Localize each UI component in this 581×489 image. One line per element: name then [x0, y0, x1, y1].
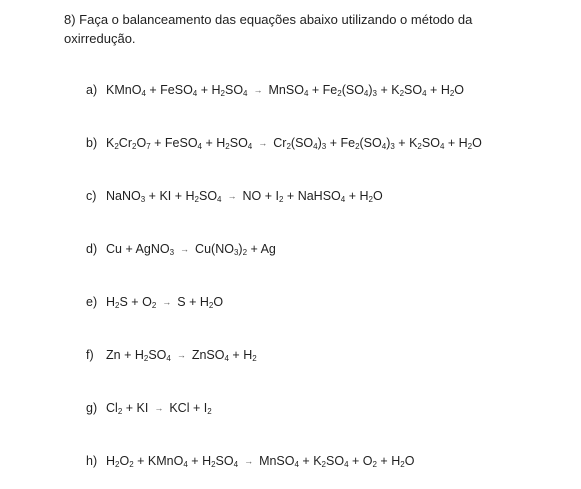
chemical-formula-reactant: Zn — [106, 348, 121, 362]
chemical-formula-reactant: $H_2O_2$ — [106, 454, 134, 469]
chemical-formula-product: KCl — [169, 401, 190, 415]
chemical-formula-product: $Cr_2(SO_4)_3$ — [273, 136, 327, 151]
chemical-formula-product: $I_2$ — [203, 401, 212, 416]
chemical-formula-product: $K_2SO_4$ — [391, 83, 427, 98]
chemical-formula-product: $Fe_2(SO_4)_3$ — [322, 83, 377, 98]
chemical-formula-product: $Fe_2(SO_4)_3$ — [340, 136, 395, 151]
equation-label: b) — [86, 136, 98, 150]
chemical-formula-product: Ag — [260, 242, 276, 256]
chemical-formula-product: $H_2$ — [243, 348, 257, 363]
equation-item — [86, 399, 212, 417]
reaction-arrow-icon: → — [227, 191, 237, 201]
chemical-equation: KMnO$_4$ + FeSO$_4$ + $H_2SO_4$ → MnSO$_4$ + $Fe_2(SO_4)_3 + K_2SO_4 + H_2O$ — [106, 83, 465, 98]
chemical-formula-reactant: KMnO$_4$ — [106, 83, 146, 98]
equation-label: c) — [86, 189, 97, 203]
equation-label: a) — [86, 83, 98, 97]
equation-label: h) — [86, 454, 98, 468]
equation-item — [86, 293, 223, 311]
chemical-formula-product: MnSO$_4$ — [268, 83, 309, 98]
chemical-formula-product: $H_2O$ — [458, 136, 482, 151]
chemical-equation: $Zn + H_2SO_4$ → ZnSO$_4$ + $H_2$ — [106, 348, 257, 363]
chemical-formula-product: $I_2$ — [275, 189, 284, 204]
chemical-formula-product: $H_2O$ — [199, 295, 224, 310]
chemical-formula-reactant: $O_2$ — [142, 295, 157, 310]
reaction-arrow-icon: → — [258, 138, 268, 148]
equation-label: g) — [86, 401, 98, 415]
chemical-formula-product: $H_2O$ — [359, 189, 383, 204]
equation-item — [86, 452, 414, 470]
chemical-formula-product: $K_2SO_4$ — [409, 136, 445, 151]
chemical-formula-reactant: AgNO$_3$ — [135, 242, 175, 257]
equation-label: f) — [86, 348, 94, 362]
chemical-formula-reactant: $K_2Cr_2O_7$ — [106, 136, 151, 151]
chemical-formula-reactant: KI — [159, 189, 172, 203]
chemical-formula-reactant: KI — [136, 401, 149, 415]
question-text: 8) Faça o balanceamento das equações abaixo utilizando o método da oxirredução. — [64, 12, 473, 46]
chemical-formula-product: $Cu(NO_3)_2$ — [195, 242, 248, 257]
chemical-formula-reactant: $H_2SO_4$ — [134, 348, 171, 363]
chemical-formula-product: NO — [242, 189, 262, 203]
chemical-formula-reactant: Cu — [106, 242, 122, 256]
reaction-arrow-icon: → — [176, 350, 186, 360]
chemical-formula-reactant: $H_2SO_4$ — [185, 189, 222, 204]
equation-item — [86, 81, 464, 99]
chemical-formula-reactant: FeSO$_4$ — [164, 136, 202, 151]
chemical-formula-product: S — [177, 295, 186, 309]
chemical-formula-reactant: $H_2SO_4$ — [216, 136, 253, 151]
chemical-formula-product: MnSO$_4$ — [259, 454, 299, 469]
chemical-formula-reactant: FeSO$_4$ — [160, 83, 198, 98]
chemical-formula-product: $K_2SO_4$ — [313, 454, 349, 469]
chemical-equation: Cu + AgNO$_3$ → $Cu(NO_3)_2 + Ag$ — [106, 242, 276, 257]
equation-item — [86, 187, 383, 205]
chemical-equation: NaNO$_3$ + KI + $H_2SO_4$ → NO + $I_2$ + NaHSO$_4$ + $H_2O$ — [106, 189, 383, 204]
chemical-formula-reactant: $H_2SO_4$ — [202, 454, 239, 469]
reaction-arrow-icon: → — [180, 244, 190, 254]
chemical-formula-product: $H_2O$ — [440, 83, 465, 98]
reaction-arrow-icon: → — [154, 403, 164, 413]
chemical-formula-product: ZnSO$_4$ — [191, 348, 229, 363]
chemical-formula-product: $O_2$ — [362, 454, 377, 469]
chemical-formula-product: NaHSO$_4$ — [297, 189, 346, 204]
chemical-formula-reactant: $H_2SO_4$ — [211, 83, 248, 98]
chemical-formula-reactant: NaNO$_3$ — [106, 189, 146, 204]
equation-item — [86, 346, 257, 364]
chemical-formula-reactant: $Cl_2$ — [106, 401, 123, 416]
equation-item — [86, 240, 276, 258]
chemical-formula-product: $H_2O$ — [391, 454, 415, 469]
equation-label: d) — [86, 242, 98, 256]
equation-label: e) — [86, 295, 98, 309]
chemical-equation: $Cl_2$ + KI → KCl + $I_2$ — [106, 401, 212, 416]
reaction-arrow-icon: → — [253, 85, 263, 95]
reaction-arrow-icon: → — [244, 456, 254, 466]
chemical-equation: $H_2S + O_2 \to S + H_2O$ — [106, 295, 224, 310]
chemical-formula-reactant: $H_2S$ — [106, 295, 128, 310]
chemical-equation: $H_2O_2$ + KMnO$_4$ + $H_2SO_4$ → MnSO$_4$ + $K_2SO_4 + O_2 + H_2O$ — [106, 454, 415, 469]
chemical-equation: $K_2Cr_2O_7$ + FeSO$_4$ + $H_2SO_4 \to Cr_2(SO_4)_3 + Fe_2(SO_4)_3 + K_2SO_4 + H_2O$ — [106, 136, 482, 151]
reaction-arrow-icon: → — [162, 297, 172, 307]
chemical-formula-reactant: KMnO$_4$ — [147, 454, 188, 469]
equation-item — [86, 134, 482, 152]
